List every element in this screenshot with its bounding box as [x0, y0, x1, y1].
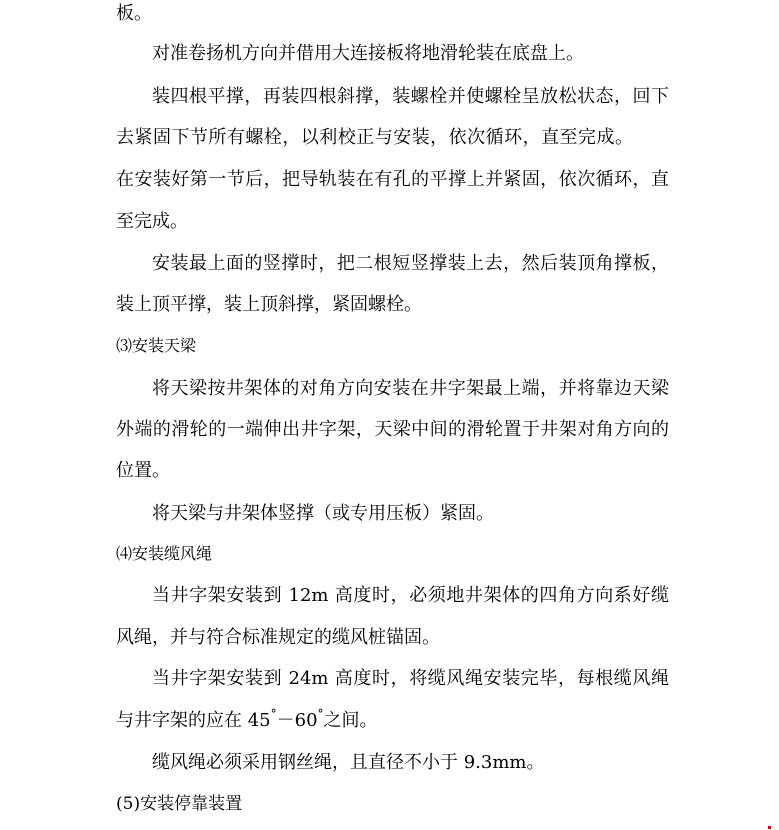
text-line: 将天梁与井架体竖撑（或专用压板）紧固。	[152, 503, 494, 524]
text-line: 装四根平撑，再装四根斜撑，装螺栓并使螺栓呈放松状态，回下	[152, 86, 669, 107]
text-line: 缆风绳必须采用钢丝绳，且直径不小于 9.3mm。	[152, 752, 545, 773]
section-heading-3: ⑶安装天梁	[116, 336, 197, 355]
text-line: 外端的滑轮的一端伸出井字架，天梁中间的滑轮置于井架对角方向的	[116, 419, 669, 440]
text-line: 对准卷扬机方向并借用大连接板将地滑轮装在底盘上。	[152, 43, 584, 64]
text-line-angle	[116, 709, 378, 733]
text-line: 安装最上面的竖撑时，把二根短竖撑装上去，然后装顶角撑板，	[152, 253, 669, 274]
text-line: 至完成。	[116, 211, 188, 232]
text-line: 当井字架安装到 24m 高度时，将缆风绳安装完毕，每根缆风绳	[152, 668, 669, 689]
text-line: 将天梁按井架体的对角方向安装在井字架最上端，并将靠边天梁	[152, 378, 669, 399]
degree-symbol: °	[270, 707, 277, 721]
text-line: 位置。	[116, 460, 170, 481]
angle-end: －60	[276, 710, 318, 731]
text-line: 去紧固下节所有螺栓，以利校正与安装，依次循环，直至完成。	[116, 127, 633, 148]
text-line: 装上顶平撑，装上顶斜撑，紧固螺栓。	[116, 294, 422, 315]
edge-mark	[768, 826, 771, 829]
section-heading-4: ⑷安装缆风绳	[116, 544, 213, 563]
section-heading-5: (5)安装停靠装置	[116, 794, 243, 814]
degree-symbol: °	[317, 707, 324, 721]
text-fragment: 与井字架的应在	[116, 710, 242, 731]
text-line: 当井字架安装到 12m 高度时，必须地井架体的四角方向系好缆	[152, 585, 669, 606]
text-line: 风绳，并与符合标准规定的缆风桩锚固。	[116, 627, 440, 648]
text-line: 板。	[116, 3, 152, 24]
angle-start: 45	[247, 710, 271, 731]
text-line: 在安装好第一节后，把导轨装在有孔的平撑上并紧固，依次循环，直	[116, 169, 669, 190]
text-fragment: 之间。	[323, 710, 378, 731]
